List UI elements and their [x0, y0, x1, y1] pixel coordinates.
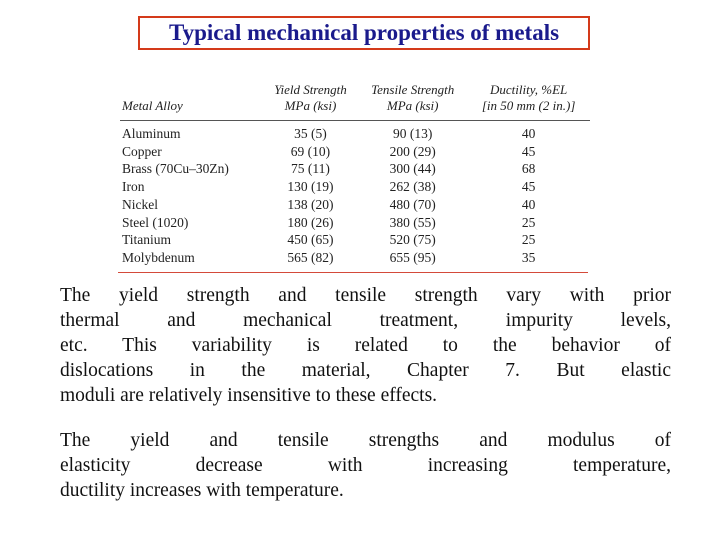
cell-ductility: 35 — [521, 249, 536, 265]
header-yield-line1: Yield Strength — [274, 82, 347, 97]
table-bottom-rule — [118, 272, 588, 273]
cell-ductility: 40 — [521, 126, 536, 141]
cell-yield-strength: 69 (10) — [290, 143, 331, 159]
cell-tensile-strength: 520 (75) — [389, 232, 436, 248]
cell-alloy: Brass (70Cu–30Zn) — [122, 161, 229, 177]
table-header-row — [120, 68, 590, 121]
cell-tensile-strength: 380 (55) — [389, 214, 436, 230]
table-row — [120, 214, 590, 232]
paragraph-temperature-effects — [60, 428, 671, 503]
cell-tensile-strength: 262 (38) — [389, 179, 436, 195]
paragraph-yield-variability — [60, 283, 671, 408]
table-body — [120, 121, 590, 267]
properties-table — [120, 68, 590, 267]
cell-ductility: 68 — [521, 161, 536, 177]
cell-alloy: Aluminum — [122, 126, 181, 141]
table-row — [120, 143, 590, 161]
cell-yield-strength: 130 (19) — [287, 179, 334, 195]
header-tensile-strength — [358, 68, 467, 121]
cell-alloy: Iron — [122, 179, 145, 195]
table-row — [120, 249, 590, 267]
header-alloy-label: Metal Alloy — [122, 98, 183, 113]
table-row — [120, 231, 590, 249]
table-row — [120, 160, 590, 178]
paragraph-line: thermal and mechanical treatment, impurity levels, — [60, 310, 671, 331]
paragraph-line: The yield and tensile strengths and modulus of — [60, 430, 671, 451]
cell-yield-strength: 35 (5) — [294, 126, 327, 141]
cell-alloy: Nickel — [122, 196, 158, 212]
paragraph-line: ductility increases with temperature. — [60, 480, 344, 501]
cell-tensile-strength: 480 (70) — [389, 196, 436, 212]
cell-yield-strength: 180 (26) — [287, 214, 334, 230]
header-ductility — [467, 68, 590, 121]
cell-yield-strength: 138 (20) — [287, 196, 334, 212]
cell-tensile-strength: 300 (44) — [389, 161, 436, 177]
properties-table-container — [110, 68, 592, 278]
table-row — [120, 121, 590, 143]
paragraph-line: elasticity decrease with increasing temperature, — [60, 455, 671, 476]
cell-ductility: 25 — [521, 214, 536, 230]
page-title: Typical mechanical properties of metals — [138, 16, 590, 50]
cell-tensile-strength: 90 (13) — [392, 126, 433, 141]
cell-alloy: Titanium — [122, 232, 172, 248]
header-yield-strength — [263, 68, 358, 121]
header-tensile-line1: Tensile Strength — [371, 82, 455, 97]
paragraph-line: etc. This variability is related to the behavior of — [60, 335, 671, 356]
cell-yield-strength: 565 (82) — [287, 249, 334, 265]
paragraph-line: moduli are relatively insensitive to these effects. — [60, 385, 438, 406]
cell-alloy: Steel (1020) — [122, 214, 189, 230]
header-ductility-line1: Ductility, %EL — [489, 82, 568, 97]
cell-ductility: 40 — [521, 196, 536, 212]
header-tensile-line2: MPa (ksi) — [386, 98, 439, 113]
cell-ductility: 45 — [521, 179, 536, 195]
cell-alloy: Molybdenum — [122, 249, 195, 265]
header-yield-line2: MPa (ksi) — [284, 98, 337, 113]
cell-tensile-strength: 655 (95) — [389, 249, 436, 265]
header-metal-alloy — [120, 68, 263, 121]
cell-yield-strength: 450 (65) — [287, 232, 334, 248]
cell-tensile-strength: 200 (29) — [389, 143, 436, 159]
paragraph-line: The yield strength and tensile strength vary with prior — [60, 285, 671, 306]
cell-yield-strength: 75 (11) — [291, 161, 330, 177]
cell-ductility: 45 — [521, 143, 536, 159]
cell-alloy: Copper — [122, 143, 162, 159]
paragraph-line: dislocations in the material, Chapter 7. But elastic — [60, 360, 671, 381]
header-ductility-line2: [in 50 mm (2 in.)] — [481, 98, 576, 113]
table-row — [120, 196, 590, 214]
table-row — [120, 178, 590, 196]
cell-ductility: 25 — [521, 232, 536, 248]
